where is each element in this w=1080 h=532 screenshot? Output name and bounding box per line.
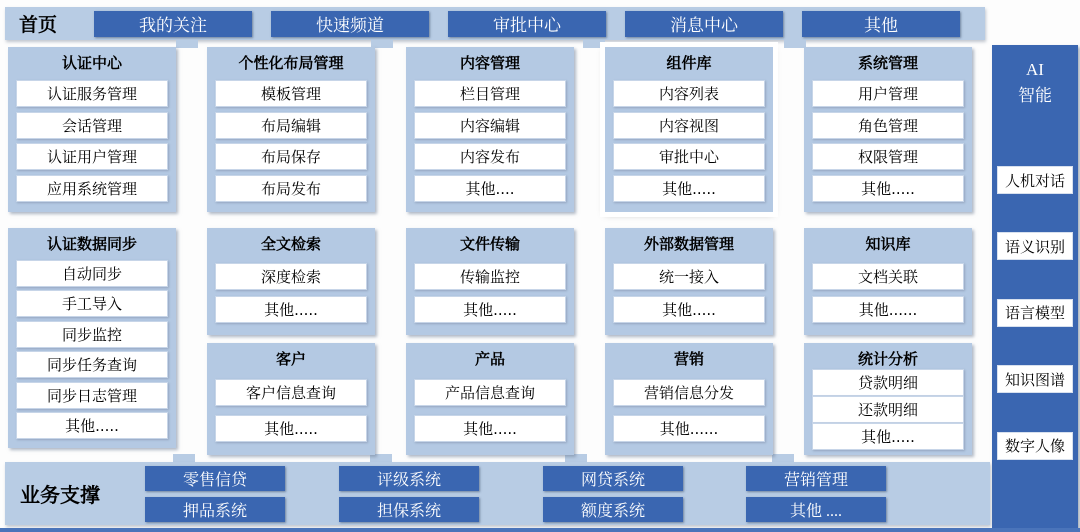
menu-item[interactable]: 统一接入 <box>613 263 765 290</box>
module-group <box>207 47 375 212</box>
business-system-button[interactable]: 担保系统 <box>339 497 479 522</box>
group-items <box>207 75 375 212</box>
group-items <box>804 369 972 455</box>
module-column <box>207 47 375 455</box>
menu-item[interactable]: 内容视图 <box>613 112 765 139</box>
group-title: 营销 <box>673 350 704 368</box>
menu-item[interactable]: 同步任务查询 <box>16 351 168 378</box>
menu-item[interactable]: 应用系统管理 <box>16 175 168 202</box>
business-system-button[interactable]: 其他 .... <box>746 497 886 522</box>
menu-item[interactable]: 贷款明细 <box>812 369 964 396</box>
menu-item[interactable]: 自动同步 <box>16 260 168 287</box>
group-title: 内容管理 <box>459 54 520 72</box>
home-label: 首页 <box>19 14 58 36</box>
menu-item[interactable]: 其他...... <box>812 296 964 323</box>
menu-item[interactable]: 栏目管理 <box>414 80 566 107</box>
group-title: 产品 <box>474 350 505 368</box>
business-system-button[interactable]: 网贷系统 <box>543 466 683 491</box>
top-nav-button[interactable]: 审批中心 <box>448 11 606 37</box>
group-title: 系统管理 <box>857 54 918 72</box>
module-group <box>207 343 375 455</box>
ai-item[interactable]: 数字人像 <box>997 432 1073 460</box>
group-items <box>8 75 176 212</box>
bottom-edge-line <box>0 528 1080 532</box>
menu-item[interactable]: 用户管理 <box>812 80 964 107</box>
module-group <box>8 47 176 212</box>
menu-item[interactable]: 角色管理 <box>812 112 964 139</box>
group-items <box>804 256 972 335</box>
module-group <box>207 228 375 335</box>
ai-title-line1: AI <box>1026 60 1044 79</box>
connector-nub <box>370 454 392 462</box>
group-items <box>207 371 375 455</box>
menu-item[interactable]: 布局发布 <box>215 175 367 202</box>
ai-item[interactable]: 知识图谱 <box>997 365 1073 393</box>
menu-item[interactable]: 内容列表 <box>613 80 765 107</box>
menu-item[interactable]: 文档关联 <box>812 263 964 290</box>
ai-item[interactable]: 人机对话 <box>997 166 1073 194</box>
menu-item[interactable]: 产品信息查询 <box>414 379 566 406</box>
ai-item[interactable]: 语义识别 <box>997 232 1073 260</box>
module-group <box>605 228 773 335</box>
business-button-column <box>339 466 479 522</box>
top-nav-button[interactable]: 消息中心 <box>625 11 783 37</box>
module-group <box>8 228 176 448</box>
module-group <box>804 343 972 455</box>
module-column <box>605 47 773 455</box>
group-items <box>605 75 773 212</box>
business-system-button[interactable]: 零售信贷 <box>145 466 285 491</box>
menu-item[interactable]: 客户信息查询 <box>215 379 367 406</box>
group-items <box>804 75 972 212</box>
business-button-column <box>145 466 285 522</box>
group-title: 知识库 <box>865 235 911 253</box>
module-columns <box>8 47 972 455</box>
menu-item[interactable]: 其他..... <box>215 415 367 442</box>
menu-item[interactable]: 认证服务管理 <box>16 80 168 107</box>
group-title: 个性化布局管理 <box>238 54 344 72</box>
menu-item[interactable]: 同步监控 <box>16 321 168 348</box>
group-items <box>406 371 574 455</box>
menu-item[interactable]: 还款明细 <box>812 396 964 423</box>
menu-item[interactable]: 权限管理 <box>812 143 964 170</box>
business-system-button[interactable]: 评级系统 <box>339 466 479 491</box>
top-nav-bar <box>5 7 985 40</box>
group-items <box>8 256 176 448</box>
ai-panel-title <box>992 57 1078 110</box>
ai-item[interactable]: 语言模型 <box>997 299 1073 327</box>
module-group <box>804 47 972 212</box>
top-nav-button[interactable]: 快速频道 <box>271 11 429 37</box>
menu-item[interactable]: 其他..... <box>16 412 168 439</box>
business-system-button[interactable]: 营销管理 <box>746 466 886 491</box>
menu-item[interactable]: 营销信息分发 <box>613 379 765 406</box>
group-items <box>207 256 375 335</box>
business-system-button[interactable]: 额度系统 <box>543 497 683 522</box>
ai-panel <box>992 45 1078 532</box>
menu-item[interactable]: 其他...... <box>613 415 765 442</box>
group-title: 认证数据同步 <box>46 235 137 253</box>
group-items <box>605 256 773 335</box>
menu-item[interactable]: 布局保存 <box>215 143 367 170</box>
menu-item[interactable]: 其他..... <box>812 423 964 450</box>
business-button-column <box>746 466 886 522</box>
group-items <box>406 75 574 212</box>
top-nav-buttons <box>75 11 960 37</box>
connector-nub <box>173 454 195 462</box>
menu-item[interactable]: 手工导入 <box>16 290 168 317</box>
menu-item[interactable]: 其他..... <box>613 175 765 202</box>
menu-item[interactable]: 深度检索 <box>215 263 367 290</box>
group-title: 全文检索 <box>260 235 321 253</box>
ai-title-line2: 智能 <box>1018 86 1052 106</box>
menu-item[interactable]: 其他.... <box>414 175 566 202</box>
module-column <box>804 47 972 455</box>
business-support-bar <box>5 462 990 525</box>
menu-item[interactable]: 布局编辑 <box>215 112 367 139</box>
group-items <box>605 371 773 455</box>
group-title: 认证中心 <box>61 54 122 72</box>
connector-nub <box>772 454 794 462</box>
module-column <box>406 47 574 455</box>
menu-item[interactable]: 其他..... <box>215 296 367 323</box>
group-title: 外部数据管理 <box>643 235 734 253</box>
menu-item[interactable]: 同步日志管理 <box>16 382 168 409</box>
menu-item[interactable]: 内容发布 <box>414 143 566 170</box>
module-column <box>8 47 176 455</box>
group-title: 组件库 <box>666 54 712 72</box>
connector-nub <box>565 454 587 462</box>
top-nav-button[interactable]: 我的关注 <box>94 11 252 37</box>
group-items <box>406 256 574 335</box>
group-title: 文件传输 <box>459 235 520 253</box>
module-group <box>605 47 773 212</box>
menu-item[interactable]: 审批中心 <box>613 143 765 170</box>
business-support-buttons <box>132 466 886 522</box>
menu-item[interactable]: 其他..... <box>613 296 765 323</box>
module-group <box>605 343 773 455</box>
business-system-button[interactable]: 押品系统 <box>145 497 285 522</box>
menu-item[interactable]: 其他..... <box>414 296 566 323</box>
menu-item[interactable]: 其他..... <box>812 175 964 202</box>
module-group <box>406 343 574 455</box>
module-group <box>804 228 972 335</box>
menu-item[interactable]: 认证用户管理 <box>16 143 168 170</box>
menu-item[interactable]: 传输监控 <box>414 263 566 290</box>
business-support-label: 业务支撑 <box>20 483 100 507</box>
menu-item[interactable]: 会话管理 <box>16 112 168 139</box>
group-title: 统计分析 <box>857 350 918 368</box>
module-group <box>406 47 574 212</box>
ai-panel-items <box>992 110 1078 532</box>
group-title: 客户 <box>275 350 306 368</box>
top-nav-button[interactable]: 其他 <box>802 11 960 37</box>
menu-item[interactable]: 其他..... <box>414 415 566 442</box>
module-group <box>406 228 574 335</box>
menu-item[interactable]: 内容编辑 <box>414 112 566 139</box>
business-button-column <box>543 466 683 522</box>
menu-item[interactable]: 模板管理 <box>215 80 367 107</box>
